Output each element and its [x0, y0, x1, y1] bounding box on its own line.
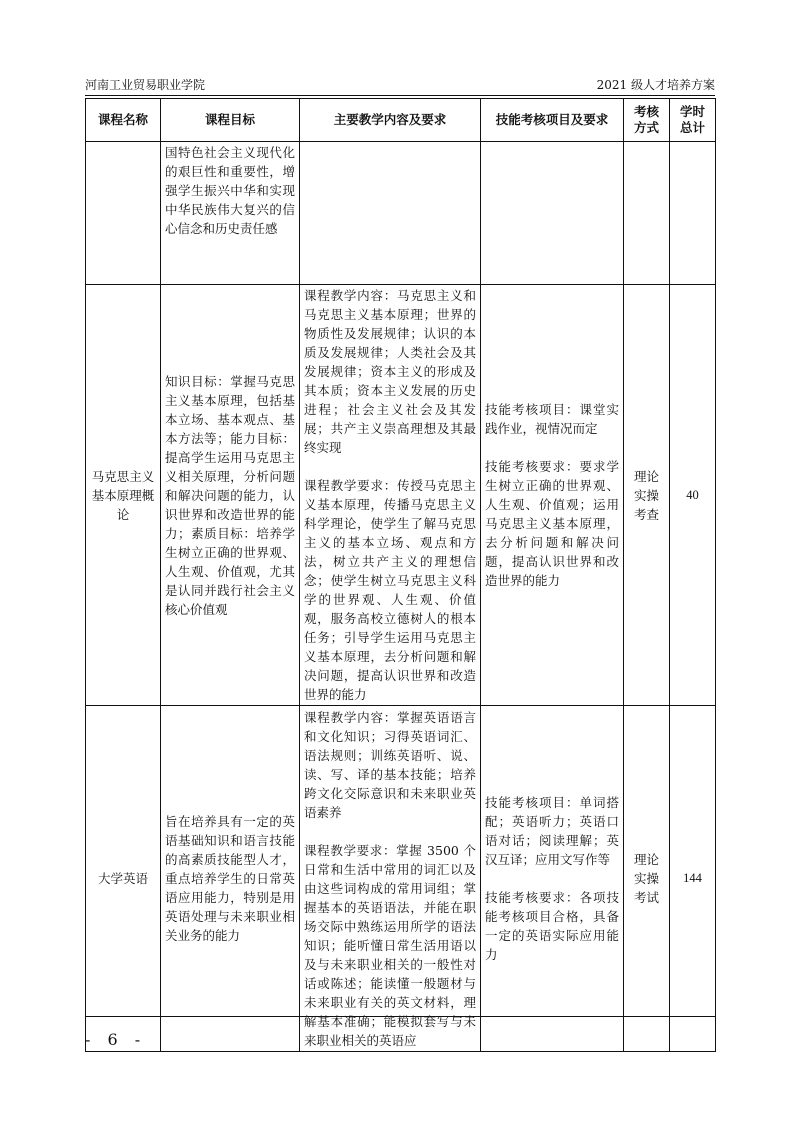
assessment-method-cell: [624, 142, 670, 285]
teaching-requirement-paragraph: 课程教学要求：传授马克思主义基本原理，传播马克思主义科学理论，使学生了解马克思主义的基本立场、观点和方法，树立共产主义的理想信念；使学生树立马克思主义科学的世界观、人生观、价值观，服务高校立德树人的根本任务；引导学生运用马克思主义基本原理，去分析问题和解决问题，提高认识世界和改造世界的能力: [304, 478, 476, 702]
footer-divider: [85, 1016, 715, 1017]
table-header-row: [86, 99, 716, 142]
skill-assessment-cell: [481, 285, 624, 706]
course-table: [85, 98, 716, 1052]
document-title: 2021 级人才培养方案: [596, 78, 715, 92]
skill-assessment-item-paragraph: 技能考核项目：单词搭配；英语听力；英语口语对话；阅读理解；英汉互译；应用文写作等: [485, 795, 619, 867]
skill-assessment-item-paragraph: 技能考核项目：课堂实践作业，视情况而定: [485, 402, 619, 436]
teaching-content-cell: [300, 285, 481, 706]
teaching-content-cell: [300, 706, 481, 1052]
column-header-skill-assessment: 技能考核项目及要求: [481, 99, 624, 142]
skill-assessment-requirement-paragraph: 技能考核要求：要求学生树立正确的世界观、人生观、价值观；运用马克思主义基本原理，去分析问题和解决问题，提高认识世界和改造世界的能力: [485, 459, 619, 588]
course-name-cell: 大学英语: [86, 706, 161, 1052]
skill-assessment-cell: [481, 706, 624, 1052]
teaching-requirement-paragraph: 课程教学要求：掌握 3500 个日常和生活中常用的词汇以及由这些词构成的常用词组；掌握基本的英语语法，并能在职场交际中熟练运用所学的语法知识；能听懂日常生活用语以及与未来职业相关的一般性对话或陈述；能读懂一般题材与未来职业有关的英文材料，理解基本准确；能模拟套写与未来职业相关的英语应: [304, 842, 476, 1048]
column-header-assessment-method: 考核方式: [624, 99, 670, 142]
teaching-content-paragraph: 课程教学内容：马克思主义和马克思主义基本原理；世界的物质性及发展规律；认识的本质及发展规律；人类社会及其发展规律；资本主义的形成及其本质；资本主义发展的历史进程；社会主义社会及其发展；共产主义崇高理想及其最终实现: [304, 288, 476, 455]
header-divider: [85, 95, 715, 96]
skill-assessment-cell: [481, 142, 624, 285]
course-goal-cell: 旨在培养具有一定的英语基础知识和语言技能的高素质技能型人才，重点培养学生的日常英语应用能力，特别是用英语处理与未来职业相关业务的能力: [161, 706, 300, 1052]
school-name: 河南工业贸易职业学院: [85, 78, 206, 92]
total-hours-cell: 144: [670, 706, 716, 1052]
assessment-method-cell: 理论实操考试: [624, 706, 670, 1052]
course-goal-cell: 知识目标：掌握马克思主义基本原理，包括基本立场、基本观点、基本方法等；能力目标：提高学生运用马克思主义相关原理，分析问题和解决问题的能力，认识世界和改造世界的能力；素质目标：培养学生树立正确的世界观、人生观、价值观，尤其是认同并践行社会主义核心价值观: [161, 285, 300, 706]
column-header-teaching-content: 主要教学内容及要求: [300, 99, 481, 142]
teaching-content-paragraph: 课程教学内容：掌握英语语言和文化知识；习得英语词汇、语法规则；训练英语听、说、读、写、译的基本技能；培养跨文化交际意识和未来职业英语素养: [304, 709, 476, 820]
skill-assessment-requirement-paragraph: 技能考核要求：各项技能考核项目合格，具备一定的英语实际应用能力: [485, 890, 619, 962]
assessment-method-cell: 理论实操考查: [624, 285, 670, 706]
page-header: [85, 76, 715, 94]
page-number: - 6 -: [85, 1030, 147, 1049]
course-name-cell: 马克思主义基本原理概论: [86, 285, 161, 706]
total-hours-cell: 40: [670, 285, 716, 706]
column-header-course-name: 课程名称: [86, 99, 161, 142]
total-hours-cell: [670, 142, 716, 285]
table-row: [86, 142, 716, 285]
course-goal-cell: 国特色社会主义现代化的艰巨性和重要性，增强学生振兴中华和实现中华民族伟大复兴的信心信念和历史责任感: [161, 142, 300, 285]
table-row: [86, 706, 716, 1052]
course-name-cell: [86, 142, 161, 285]
column-header-total-hours: 学时总计: [670, 99, 716, 142]
table-row: [86, 285, 716, 706]
column-header-course-goal: 课程目标: [161, 99, 300, 142]
teaching-content-cell: [300, 142, 481, 285]
